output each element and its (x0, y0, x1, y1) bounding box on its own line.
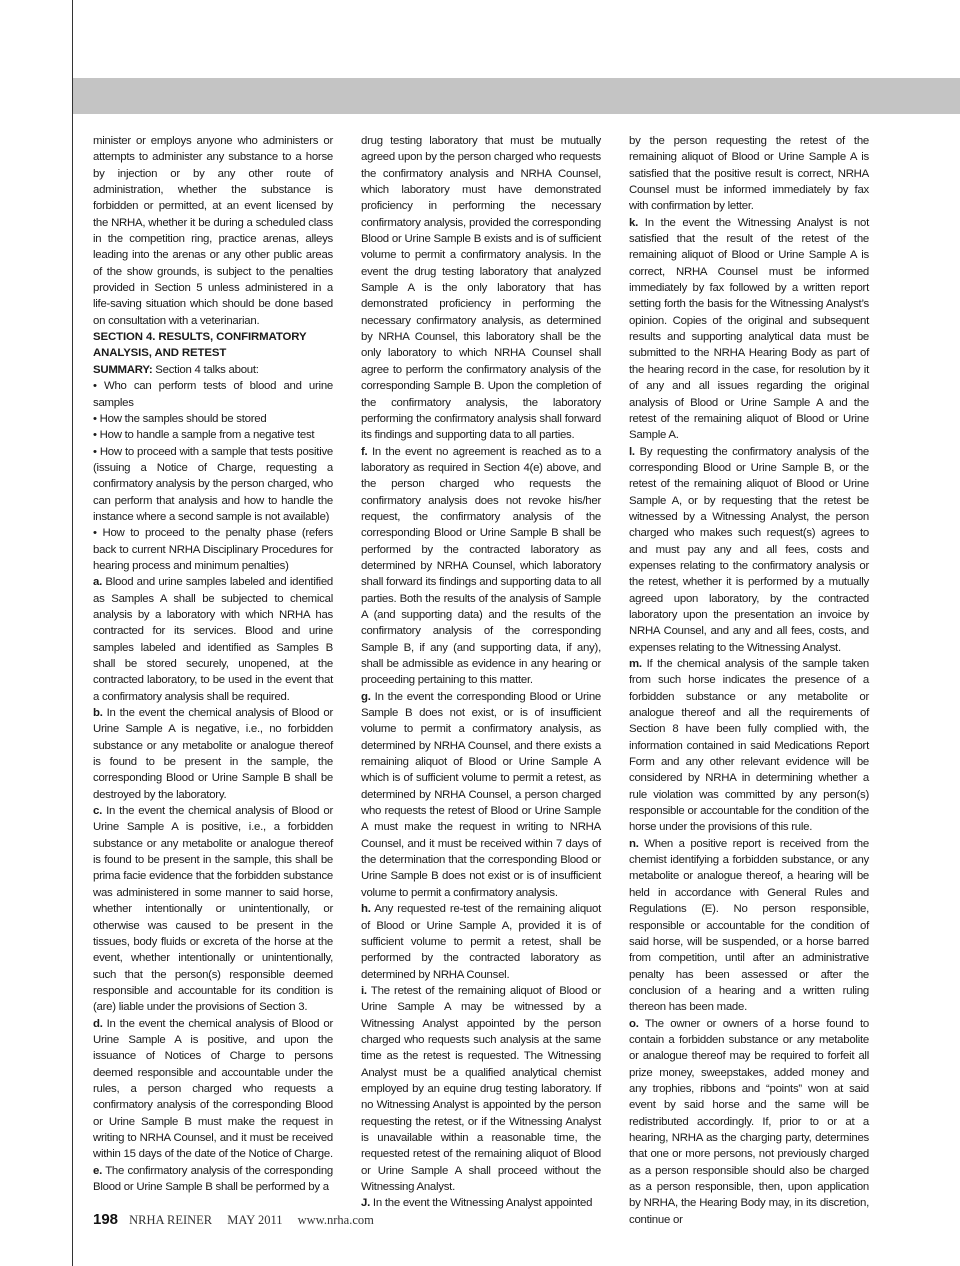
item-label: o. (629, 1017, 639, 1030)
text-column-1 (93, 133, 333, 1195)
item-label: c. (93, 805, 102, 818)
body-paragraph: minister or employs anyone who administers or attempts to administer any substance to a horse by injection or by any other route of administration, whether the substance is forbidden or permitted, at an event licensed by the NRHA, whether it be during a scheduled class in the competition ring, practice arenas, alleys leading into the arenas or any other public areas of the show grounds, is subject to the penalties provided in Section 5 unless administered in a life-saving situation which should be done based on consultation with a veterinarian. (93, 135, 333, 327)
text-column-2 (361, 133, 601, 1212)
item-label: g. (361, 690, 371, 703)
section-heading: SECTION 4. RESULTS, CONFIRMATORY ANALYSIS, AND RETEST (93, 331, 307, 360)
item-label: J. (361, 1197, 370, 1210)
item-label: a. (93, 576, 102, 589)
item-label: i. (361, 984, 367, 997)
publication-name: NRHA REINER (129, 1213, 213, 1227)
summary-bullet: • How to handle a sample from a negative test (93, 429, 315, 442)
item-label: l. (629, 445, 635, 458)
item-text: Any requested re-test of the remaining aliquot of Blood or Urine Sample A, provided it is of sufficient volume to permit a retest, shall be performed by the contracted laboratory as determined by NRHA Counsel. (361, 903, 601, 981)
rule-item (361, 983, 601, 1195)
body-paragraph: drug testing laboratory that must be mutually agreed upon by the person charged who requests the confirmatory analysis and NRHA Counsel, which laboratory must have demonstrated proficiency in performing the necessary confirmatory analysis, provided the corresponding Blood or Urine Sample B exists and is of sufficient volume to permit a confirmatory analysis. In the event the drug testing laboratory that analyzed Sample A is the only laboratory that has demonstrated proficiency in performing the necessary confirmatory analysis, as determined by NRHA Counsel, this laboratory shall be the only laboratory to which NRHA Counsel shall agree to perform the confirmatory analysis of the corresponding Sample B. Upon the completion of the confirmatory analysis, the laboratory performing the confirmatory analysis shall forward its findings and supporting data to all parties. (361, 135, 601, 442)
rule-item (629, 215, 869, 444)
item-text: The owner or owners of a horse found to contain a forbidden substance or any metabolite or analogue thereof may be required to forfeit all prize money, sweepstakes, added money and any trophies, ribbons and “points” won at said event by said horse and the same will be redistributed accordingly. If, prior to or at a hearing, NRHA as the charging party, determines that one or more persons, not previously charged as a person responsible should also be charged as a person responsible, then, upon application by NRHA, the Hearing Body may, in its discretion, continue or (629, 1017, 869, 1226)
item-text: Section 4 talks about: (155, 363, 259, 376)
item-label: m. (629, 658, 642, 670)
header-band (73, 78, 960, 114)
item-label: h. (361, 903, 371, 916)
rule-item (361, 444, 601, 689)
item-text: In the event the corresponding Blood or Urine Sample B does not exist, or is of insufficient volume to permit a confirmatory analysis, as determined by NRHA Counsel, and there exists a remaining aliquot of Blood or Urine Sample A which is of sufficient volume to permit a retest, as determined by NRHA Counsel, a person charged who requests the retest of Blood or Urine Sample A must make the request in writing to NRHA Counsel, and it must be received within 7 days of the determination that the corresponding Blood or Urine Sample B does not exist or is of insufficient volume to permit a confirmatory analysis. (361, 690, 601, 899)
item-label: e. (93, 1164, 102, 1177)
rule-item (93, 705, 333, 803)
rule-item (93, 803, 333, 1015)
rule-item (629, 656, 869, 836)
rule-item (361, 1195, 601, 1211)
item-text: If the chemical analysis of the sample taken from such horse indicates the presence of a forbidden substance or any metabolite or analogue thereof and all the requirements of Section 8 have been fully complied with, the information contained in said Medications Report Form and any other relevant evidence will be considered by NRHA in determining whether a rule violation was committed by any person(s) responsible or accountable for the condition of the horse under the provisions of this rule. (629, 658, 869, 834)
item-text: In the event the Witnessing Analyst appointed (372, 1197, 593, 1210)
body-paragraph: by the person requesting the retest of the remaining aliquot of Blood or Urine Sample A is satisfied that the positive result is correct, NRHA Counsel must be informed immediately by fax with confirmation by letter. (629, 135, 869, 213)
item-text: By requesting the confirmatory analysis of the corresponding Blood or Urine Sample B, or the retest of the remaining aliquot of Blood or Urine Sample A, or by requesting that the retest be witnessed by a Witnessing Analyst, the person charged who makes such request(s) agrees to and must pay any and all fees, costs and expenses relating to the confirmatory analysis or the retest, whether it is performed by a mutually agreed upon laboratory, by the contracted laboratory upon the presentation an invoice by NRHA Counsel, and any and all fees, costs, and expenses relating to the Witnessing Analyst. (629, 445, 869, 654)
summary-line (93, 362, 333, 378)
rule-item (361, 689, 601, 901)
item-text: Blood and urine samples labeled and identified as Samples A shall be subjected to chemical analysis by a laboratory with which NRHA has contracted for its services. Blood and urine samples labeled and identified as Samples B shall be stored securely, unopened, at the contracted laboratory, to be used in the event that a confirmatory analysis shall be required. (93, 576, 333, 703)
summary-label: SUMMARY: (93, 363, 153, 376)
rule-item (361, 901, 601, 983)
rule-item (93, 1016, 333, 1163)
item-label: k. (629, 216, 638, 229)
page-footer (93, 1211, 374, 1231)
item-label: d. (93, 1017, 103, 1030)
rule-item (629, 836, 869, 1016)
website-url: www.nrha.com (297, 1213, 374, 1227)
rule-item (93, 574, 333, 705)
text-column-3 (629, 133, 869, 1228)
item-text: In the event the chemical analysis of Blood or Urine Sample A is positive, and upon the issuance of Notices of Charge to persons deemed responsible and accountable under the rules, a person charged who requests a confirmatory analysis of the corresponding Blood or Urine Sample B must make the request in writing to NRHA Counsel, and it must be received within 15 days of the date of the Notice of Charge. (93, 1017, 333, 1161)
item-text: When a positive report is received from the chemist identifying a forbidden substance, or any metabolite or analogue thereof, a hearing will be held in accordance with General Rules and Regulations (E). No person responsible, responsible or accountable for the condition of said horse, will be suspended, or a horse barred from competition, until after an administrative penalty has been assessed or after the conclusion of a hearing and a written ruling thereon has been made. (629, 837, 869, 1014)
item-text: The confirmatory analysis of the corresponding Blood or Urine Sample B shall be performed by a (93, 1164, 333, 1193)
rule-item (629, 444, 869, 656)
item-text: The retest of the remaining aliquot of Blood or Urine Sample A may be witnessed by a Witnessing Analyst appointed by the person charged who requests such analysis at the same time as the retest is requested. The Witnessing Analyst must be a qualified analytical chemist employed by an equine drug testing laboratory. If no Witnessing Analyst is appointed by the person requesting the retest, or if the Witnessing Analyst is unavailable within a reasonable time, the requested retest of the remaining aliquot of Blood or Urine Sample A shall proceed without the Witnessing Analyst. (361, 984, 601, 1193)
issue-date: MAY 2011 (227, 1213, 283, 1227)
item-text: In the event no agreement is reached as to a laboratory as required in Section 4(e) above, and the person charged who requests the confirmatory analysis does not revoke his/her request, the confirmatory analysis of the corresponding Blood or Urine Sample B shall be performed by the contracted laboratory as determined by NRHA Counsel, which laboratory shall forward its findings and supporting data to all parties. Both the results of the analysis of Sample A (and supporting data) and the results of the confirmatory analysis of the corresponding Sample B, if any (and supporting data, if any), shall be admissible as evidence in any hearing or proceeding pertaining to this matter. (361, 445, 602, 687)
item-label: f. (361, 445, 368, 458)
rule-item (629, 1016, 869, 1228)
summary-bullet: • Who can perform tests of blood and urine samples (93, 380, 333, 409)
item-label: b. (93, 707, 103, 720)
summary-bullet: • How to proceed to the penalty phase (refers back to current NRHA Disciplinary Procedures for hearing process and minimum penalties) (93, 527, 333, 572)
item-text: In the event the Witnessing Analyst is not satisfied that the result of the retest of the remaining aliquot of Blood or Urine Sample A is correct, NRHA Counsel must be informed immediately by fax followed by a written report setting forth the basis for the Witnessing Analyst’s opinion. Copies of the original and subsequent results and supporting analytical data must be submitted to the NRHA Hearing Body as part of the hearing record in the case, for resolution by it of any and all issues regarding the original analysis of Blood or Urine Sample A and the retest of the remaining aliquot of Blood or Urine Sample A. (629, 216, 869, 442)
left-margin-rule (72, 0, 73, 1266)
item-text: In the event the chemical analysis of Blood or Urine Sample A is positive, i.e., a forbidden substance or any metabolite or analogue thereof is found to be present in the sample, this shall be prima facie evidence that the forbidden substance was administered in some manner to said horse, whether intentionally or unintentionally, or otherwise was caused to be present in the tissues, body fluids or excreta of the horse at the event, whether intentionally or unintentionally, such that the person(s) responsible deemed responsible and accountable for its condition is (are) liable under the provisions of Section 3. (93, 805, 333, 1014)
summary-bullet: • How to proceed with a sample that tests positive (issuing a Notice of Charge, requesting a confirmatory analysis by the person charged, who can perform that analysis and how to handle the instance where a second sample is not available) (93, 445, 333, 523)
summary-bullet: • How the samples should be stored (93, 412, 267, 425)
page-number: 198 (93, 1211, 119, 1228)
item-label: n. (629, 837, 639, 850)
rule-item (93, 1163, 333, 1196)
item-text: In the event the chemical analysis of Blood or Urine Sample A is negative, i.e., no forbidden substance or any metabolite or analogue thereof is found to be present in the sample, the corresponding Blood or Urine Sample B shall be destroyed by the laboratory. (93, 707, 333, 801)
